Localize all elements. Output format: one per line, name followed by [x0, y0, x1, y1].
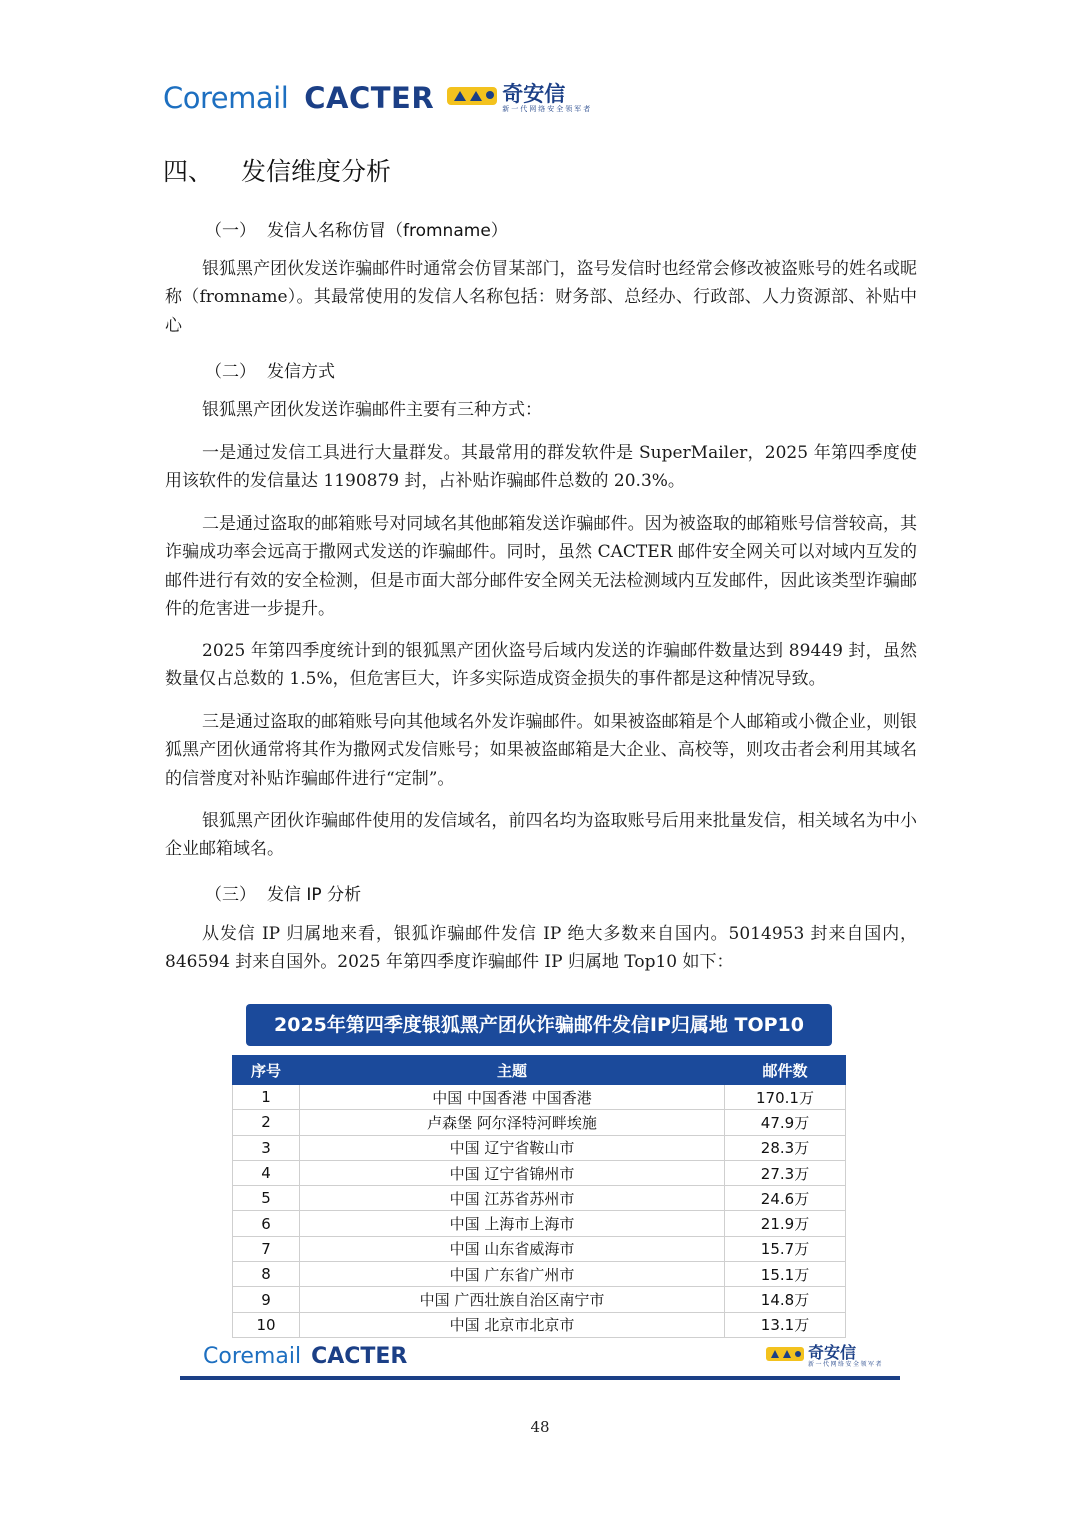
- table-row: [233, 1287, 846, 1312]
- qax-name: 奇安信: [502, 81, 566, 106]
- cell-index: 4: [233, 1160, 300, 1185]
- cell-count: 15.7万: [725, 1236, 846, 1261]
- section-heading: [163, 152, 391, 188]
- qax-logo: [765, 1344, 883, 1368]
- cell-index: 7: [233, 1236, 300, 1261]
- subsection-heading-2: [205, 357, 335, 382]
- cell-count: 21.9万: [725, 1211, 846, 1236]
- paragraph: 银狐黑产团伙发送诈骗邮件主要有三种方式：: [202, 400, 542, 420]
- cell-location: 中国 辽宁省鞍山市: [300, 1135, 725, 1160]
- table-row: [233, 1110, 846, 1135]
- cell-index: 2: [233, 1110, 300, 1135]
- cell-count: 13.1万: [725, 1312, 846, 1337]
- qax-slogan: 新一代网络安全领军者: [502, 104, 593, 113]
- cell-count: 27.3万: [725, 1160, 846, 1185]
- cell-index: 1: [233, 1085, 300, 1110]
- table-row: [233, 1085, 846, 1110]
- cell-location: 卢森堡 阿尔泽特河畔埃施: [300, 1110, 725, 1135]
- subsection-number: （一）: [205, 221, 256, 241]
- cell-index: 10: [233, 1312, 300, 1337]
- cell-location: 中国 上海市上海市: [300, 1211, 725, 1236]
- cell-location: 中国 辽宁省锦州市: [300, 1160, 725, 1185]
- table-row: [233, 1135, 846, 1160]
- subsection-heading-1: [205, 216, 508, 241]
- subsection-title: 发信人名称仿冒（fromname）: [267, 221, 508, 241]
- cell-count: 170.1万: [725, 1085, 846, 1110]
- paragraph: 二是通过盗取的邮箱账号对同域名其他邮箱发送诈骗邮件。因为被盗取的邮箱账号信誉较高，其诈骗成功率会远高于撒网式发送的诈骗邮件。同时，虽然 CACTER 邮件安全网关可以对域内互发的邮件进行有效的安全检测，但是市面大部分邮件安全网关无法检测域内互发邮件，因此该类型诈骗邮件的危害进一步提升。: [165, 514, 917, 619]
- qax-slogan: 新一代网络安全领军者: [807, 1361, 883, 1368]
- cell-index: 8: [233, 1262, 300, 1287]
- ip-location-table: [232, 1055, 846, 1338]
- cell-index: 3: [233, 1135, 300, 1160]
- cell-count: 28.3万: [725, 1135, 846, 1160]
- paragraph: 银狐黑产团伙诈骗邮件使用的发信域名，前四名均为盗取账号后用来批量发信，相关域名为中小企业邮箱域名。: [165, 811, 917, 860]
- coremail-logo: Coremail: [203, 1343, 302, 1369]
- column-header-index: 序号: [233, 1056, 300, 1085]
- cell-location: 中国 江苏省苏州市: [300, 1186, 725, 1211]
- table-title: 2025年第四季度银狐黑产团伙诈骗邮件发信IP归属地 TOP10: [246, 1004, 832, 1046]
- subsection-heading-3: [205, 880, 361, 905]
- header-logos: [163, 78, 592, 118]
- page-number: 48: [530, 1418, 550, 1436]
- cell-count: 47.9万: [725, 1110, 846, 1135]
- table-row: [233, 1312, 846, 1337]
- qax-logo: [446, 83, 592, 114]
- table-header-row: [233, 1056, 846, 1085]
- table-row: [233, 1211, 846, 1236]
- table-row: [233, 1236, 846, 1261]
- cell-index: 5: [233, 1186, 300, 1211]
- fox-icon: [446, 83, 498, 114]
- column-header-location: 主题: [300, 1056, 725, 1085]
- table-row: [233, 1186, 846, 1211]
- cell-location: 中国 中国香港 中国香港: [300, 1085, 725, 1110]
- section-number: 四、: [163, 157, 214, 186]
- fox-icon: [765, 1344, 805, 1368]
- figure-footer: [203, 1340, 883, 1372]
- coremail-logo: Coremail: [163, 81, 289, 115]
- cell-location: 中国 北京市北京市: [300, 1312, 725, 1337]
- paragraph: 2025 年第四季度统计到的银狐黑产团伙盗号后域内发送的诈骗邮件数量达到 89449 封，虽然数量仅占总数的 1.5%，但危害巨大，许多实际造成资金损失的事件都是这种情况导致。: [165, 641, 917, 690]
- qax-name: 奇安信: [807, 1343, 856, 1362]
- figure-divider: [180, 1376, 900, 1380]
- paragraph: 银狐黑产团伙发送诈骗邮件时通常会仿冒某部门，盗号发信时也经常会修改被盗账号的姓名或昵称（fromname）。其最常使用的发信人名称包括：财务部、总经办、行政部、人力资源部、补贴中心: [165, 259, 917, 336]
- subsection-title: 发信方式: [267, 362, 335, 382]
- section-title: 发信维度分析: [241, 157, 392, 186]
- column-header-count: 邮件数: [725, 1056, 846, 1085]
- paragraph: 从发信 IP 归属地来看，银狐诈骗邮件发信 IP 绝大多数来自国内。5014953 封来自国内，846594 封来自国外。2025 年第四季度诈骗邮件 IP 归属地 Top10 如下：: [165, 924, 917, 973]
- cell-location: 中国 广西壮族自治区南宁市: [300, 1287, 725, 1312]
- cell-location: 中国 广东省广州市: [300, 1262, 725, 1287]
- paragraph: 一是通过发信工具进行大量群发。其最常用的群发软件是 SuperMailer，2025 年第四季度使用该软件的发信量达 1190879 封，占补贴诈骗邮件总数的 20.3%。: [165, 443, 917, 492]
- cell-count: 14.8万: [725, 1287, 846, 1312]
- cell-index: 9: [233, 1287, 300, 1312]
- cacter-logo: CACTER: [304, 81, 435, 115]
- cell-count: 24.6万: [725, 1186, 846, 1211]
- cell-location: 中国 山东省威海市: [300, 1236, 725, 1261]
- paragraph: 三是通过盗取的邮箱账号向其他域名外发诈骗邮件。如果被盗邮箱是个人邮箱或小微企业，则银狐黑产团伙通常将其作为撒网式发信账号；如果被盗邮箱是大企业、高校等，则攻击者会利用其域名的信誉度对补贴诈骗邮件进行“定制”。: [165, 712, 917, 789]
- subsection-number: （二）: [205, 362, 256, 382]
- subsection-title: 发信 IP 分析: [267, 885, 362, 905]
- cell-index: 6: [233, 1211, 300, 1236]
- subsection-number: （三）: [205, 885, 256, 905]
- cacter-logo: CACTER: [311, 1343, 408, 1369]
- cell-count: 15.1万: [725, 1262, 846, 1287]
- table-row: [233, 1160, 846, 1185]
- table-row: [233, 1262, 846, 1287]
